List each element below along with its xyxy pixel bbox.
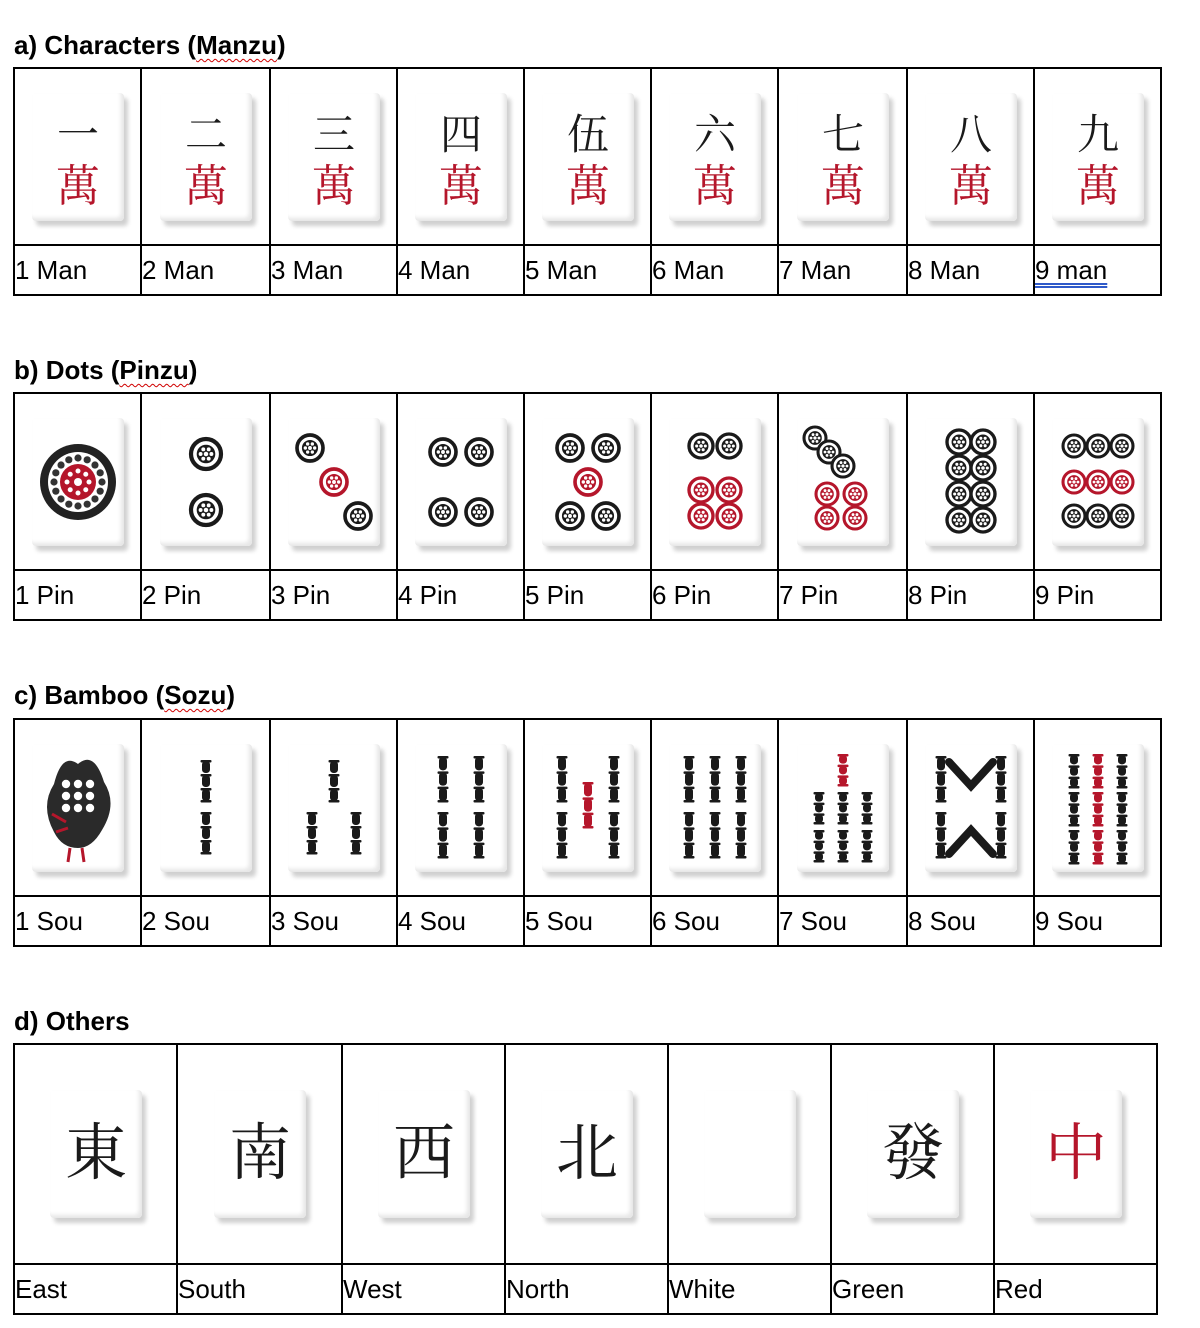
tile-cell [14,1044,177,1264]
sou-8-tile [925,744,1017,872]
pin-8-tile [925,418,1017,546]
heading-suffix: ) [226,680,236,710]
heading-characters [14,30,286,60]
sou-9-tile [1052,744,1144,872]
heading-term: Sozu [164,680,227,710]
svg-text:萬: 萬 [948,160,993,212]
svg-text:二: 二 [184,109,227,159]
tile-cell [14,68,141,245]
heading-others [14,1006,130,1036]
man-2-tile [160,93,252,221]
tile-label: 3 Man [270,245,397,295]
tile-cell [342,1044,505,1264]
man-4-tile [415,93,507,221]
svg-text:伍: 伍 [566,109,609,159]
red-tile [1030,1090,1122,1218]
north-tile [541,1090,633,1218]
svg-text:萬: 萬 [311,160,356,212]
tile-cell [651,68,778,245]
tile-label: 5 Pin [524,570,651,620]
tile-label: North [505,1264,668,1314]
tile-label: 6 Sou [651,896,778,946]
tile-label: 4 Pin [397,570,524,620]
man-8-tile [925,93,1017,221]
svg-text:七: 七 [821,109,864,159]
svg-text:東: 東 [64,1116,127,1189]
heading-suffix: ) [276,30,286,60]
sou-5-tile [542,744,634,872]
tile-cell [524,68,651,245]
svg-text:萬: 萬 [438,160,483,212]
svg-text:中: 中 [1044,1116,1107,1189]
white-tile [704,1090,796,1218]
tile-label: 5 Sou [524,896,651,946]
svg-text:西: 西 [392,1116,455,1189]
heading-prefix: b) Dots ( [14,355,120,385]
tile-cell [907,68,1034,245]
pin-1-tile [32,418,124,546]
heading-prefix: d) Others [14,1006,130,1036]
sou-2-tile [160,744,252,872]
manzu-table [13,67,1162,296]
tile-cell [397,719,524,896]
tile-label: 7 Sou [778,896,907,946]
pin-6-tile [669,418,761,546]
man-6-tile [669,93,761,221]
tile-label-text[interactable]: 9 man [1035,254,1108,285]
tile-label: Red [994,1264,1157,1314]
tile-label: 2 Sou [141,896,270,946]
tile-cell [141,719,270,896]
tile-cell [1034,393,1161,570]
svg-text:八: 八 [949,109,992,159]
heading-dots [14,355,197,385]
svg-text:萬: 萬 [565,160,610,212]
tile-cell [524,393,651,570]
heading-suffix: ) [188,355,198,385]
tile-label: 2 Pin [141,570,270,620]
tile-cell [778,719,907,896]
tile-cell [270,393,397,570]
tile-label: 6 Pin [651,570,778,620]
tile-cell [505,1044,668,1264]
tile-label: Green [831,1264,994,1314]
tile-label-link[interactable] [1034,245,1161,295]
svg-text:北: 北 [555,1116,618,1189]
tile-cell [668,1044,831,1264]
others-table [13,1043,1158,1315]
svg-text:九: 九 [1076,109,1119,159]
tile-cell [1034,719,1161,896]
svg-text:萬: 萬 [183,160,228,212]
tile-label: 7 Man [778,245,907,295]
svg-text:萬: 萬 [1075,160,1120,212]
tile-label: 8 Man [907,245,1034,295]
west-tile [378,1090,470,1218]
svg-text:四: 四 [439,109,482,159]
tile-label: 4 Sou [397,896,524,946]
tile-label: 1 Man [14,245,141,295]
pin-3-tile [288,418,380,546]
man-5-tile [542,93,634,221]
svg-text:發: 發 [881,1116,944,1189]
tile-label: 6 Man [651,245,778,295]
pin-4-tile [415,418,507,546]
tile-cell [397,393,524,570]
pin-9-tile [1052,418,1144,546]
man-9-tile [1052,93,1144,221]
tile-cell [14,393,141,570]
man-7-tile [797,93,889,221]
tile-cell [270,68,397,245]
tile-label: East [14,1264,177,1314]
heading-term: Manzu [196,30,277,60]
svg-text:萬: 萬 [692,160,737,212]
svg-text:萬: 萬 [820,160,865,212]
tile-label: 8 Pin [907,570,1034,620]
tile-label: 9 Sou [1034,896,1161,946]
sou-4-tile [415,744,507,872]
man-3-tile [288,93,380,221]
tile-cell [994,1044,1157,1264]
heading-bamboo [14,680,235,710]
tile-label: 1 Pin [14,570,141,620]
tile-label: 2 Man [141,245,270,295]
tile-cell [1034,68,1161,245]
tile-cell [141,68,270,245]
svg-text:萬: 萬 [55,160,100,212]
tile-label: 9 Pin [1034,570,1161,620]
tile-cell [141,393,270,570]
sou-7-tile [797,744,889,872]
tile-label: South [177,1264,342,1314]
tile-cell [270,719,397,896]
tile-label: 1 Sou [14,896,141,946]
heading-prefix: a) Characters ( [14,30,197,60]
sozu-table [13,718,1162,947]
tile-label: 3 Pin [270,570,397,620]
tile-cell [651,393,778,570]
tile-cell [651,719,778,896]
tile-label: 8 Sou [907,896,1034,946]
tile-label: 7 Pin [778,570,907,620]
heading-prefix: c) Bamboo ( [14,680,165,710]
sou-3-tile [288,744,380,872]
tile-label: 4 Man [397,245,524,295]
sou-1-tile [32,744,124,872]
tile-label: 5 Man [524,245,651,295]
pin-5-tile [542,418,634,546]
svg-text:三: 三 [312,109,355,159]
svg-text:南: 南 [228,1116,291,1189]
heading-term: Pinzu [119,355,189,385]
tile-label: 3 Sou [270,896,397,946]
south-tile [214,1090,306,1218]
pin-7-tile [797,418,889,546]
tile-label: West [342,1264,505,1314]
tile-cell [524,719,651,896]
tile-cell [778,68,907,245]
tile-cell [831,1044,994,1264]
tile-cell [177,1044,342,1264]
tile-cell [397,68,524,245]
man-1-tile [32,93,124,221]
svg-text:一: 一 [56,109,99,159]
tile-label: White [668,1264,831,1314]
pinzu-table [13,392,1162,621]
pin-2-tile [160,418,252,546]
sou-6-tile [669,744,761,872]
tile-cell [778,393,907,570]
tile-cell [907,393,1034,570]
svg-text:六: 六 [693,109,736,159]
tile-cell [14,719,141,896]
east-tile [50,1090,142,1218]
green-tile [867,1090,959,1218]
tile-cell [907,719,1034,896]
